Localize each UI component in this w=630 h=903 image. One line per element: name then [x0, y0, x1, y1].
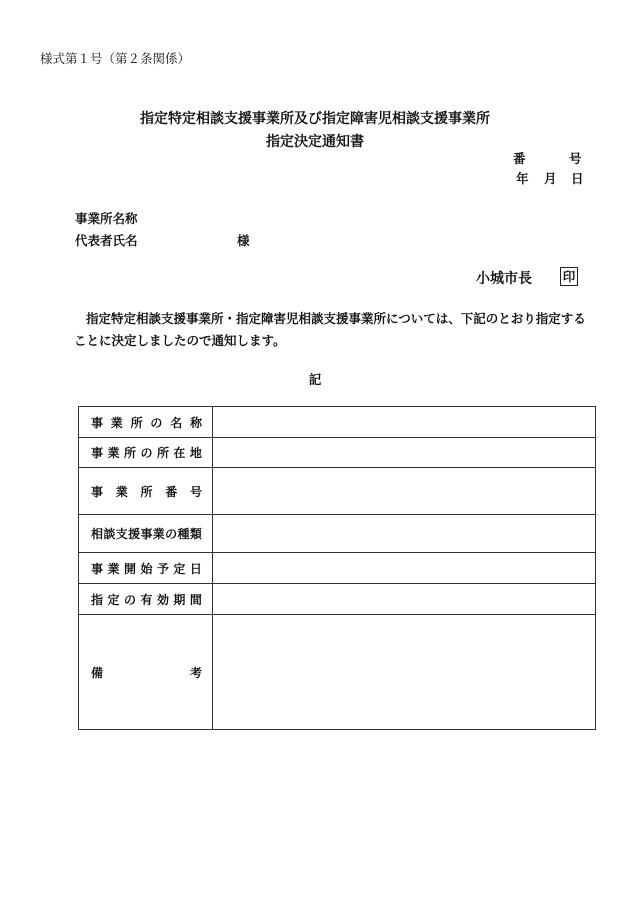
row-value-cell — [213, 468, 596, 515]
row-label-cell — [79, 553, 213, 584]
table-row — [79, 468, 596, 515]
table-row — [79, 584, 596, 615]
table-row — [79, 438, 596, 468]
row-value-cell — [213, 615, 596, 730]
office-name-label: 事業所名称 — [75, 211, 138, 226]
row-value-cell — [213, 584, 596, 615]
row-label: 相 談 支 援 事 業 の 種 類 — [91, 527, 202, 541]
notice-body — [74, 308, 594, 352]
seal-mark: 印 — [560, 267, 578, 286]
table-row — [79, 515, 596, 553]
date-year: 年 — [516, 171, 529, 186]
document-subtitle: 指定決定通知書 — [266, 134, 364, 150]
number-ban: 番 — [513, 151, 526, 166]
row-label-cell — [79, 438, 213, 468]
row-value-cell — [213, 438, 596, 468]
ki-heading: 記 — [308, 372, 322, 387]
row-value-cell — [213, 553, 596, 584]
date-month: 月 — [544, 171, 557, 186]
number-go: 号 — [569, 151, 582, 166]
row-label-cell — [79, 468, 213, 515]
table-row — [79, 553, 596, 584]
honorific: 様 — [237, 233, 250, 248]
document-title: 指定特定相談支援事業所及び指定障害児相談支援事業所 — [140, 111, 490, 127]
designation-table — [78, 406, 596, 730]
row-value-cell — [213, 407, 596, 438]
date-day: 日 — [571, 171, 584, 186]
row-label-cell — [79, 407, 213, 438]
table-row — [79, 615, 596, 730]
row-label: 事 業 所 番 号 — [91, 484, 202, 499]
table-row — [79, 407, 596, 438]
row-label: 指 定 の 有 効 期 間 — [91, 592, 202, 607]
row-label: 事 業 所 の 名 称 — [91, 415, 202, 430]
issuer-name: 小城市長 — [476, 271, 532, 287]
row-label: 事 業 所 の 所 在 地 — [91, 446, 202, 460]
form-number-label: 様式第１号（第２条関係） — [40, 51, 191, 66]
row-label: 備 考 — [91, 665, 202, 680]
row-label-cell — [79, 584, 213, 615]
representative-label: 代表者氏名 — [75, 233, 138, 248]
row-value-cell — [213, 515, 596, 553]
row-label-cell — [79, 615, 213, 730]
notice-body-text: 指定特定相談支援事業所・指定障害児相談支援事業所については、下記のとおり指定することに決定しましたので通知します。 — [74, 311, 586, 348]
row-label: 事 業 開 始 予 定 日 — [91, 561, 202, 576]
row-label-cell — [79, 515, 213, 553]
